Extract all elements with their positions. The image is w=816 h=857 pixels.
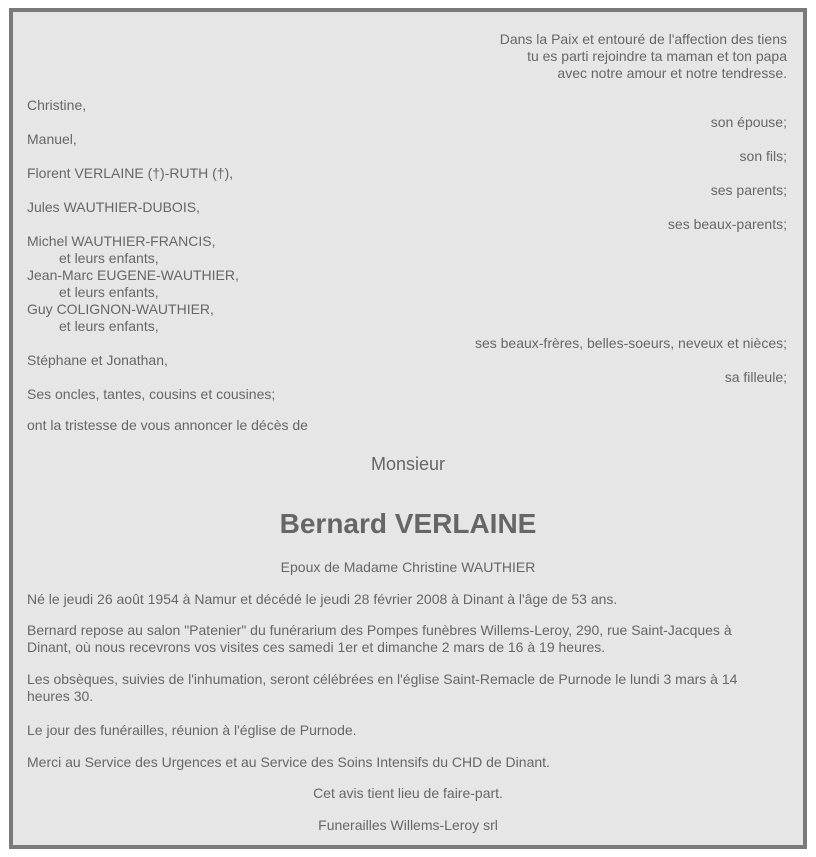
sibling-2-name: Jean-Marc EUGENE-WAUTHIER,	[27, 267, 239, 283]
godchild-name: Stéphane et Jonathan,	[27, 352, 168, 368]
sibling-1-name: Michel WAUTHIER-FRANCIS,	[27, 233, 216, 249]
deceased-name: Bernard VERLAINE	[279, 508, 537, 539]
obituary-card	[9, 8, 807, 849]
funeral-line-2: heures 30.	[27, 688, 94, 704]
wife-relation: son épouse;	[710, 114, 787, 130]
extended-family: Ses oncles, tantes, cousins et cousines;	[27, 386, 276, 402]
sibling-3-children: et leurs enfants,	[59, 318, 159, 334]
sibling-3-name: Guy COLIGNON-WAUTHIER,	[27, 301, 214, 317]
parents-relation: ses parents;	[710, 182, 787, 198]
poem-line-1: Dans la Paix et entouré de l'affection des tiens	[499, 31, 787, 47]
announcement-text: ont la tristesse de vous annoncer le décès de	[27, 417, 308, 433]
birth-death-line: Né le jeudi 26 août 1954 à Namur et décédé le jeudi 28 février 2008 à Dinant à l'âge de 53 ans.	[27, 591, 618, 607]
thanks-line: Merci au Service des Urgences et au Service des Soins Intensifs du CHD de Dinant.	[27, 754, 550, 770]
notice-line: Cet avis tient lieu de faire-part.	[313, 785, 503, 801]
godchild-relation: sa filleule;	[724, 369, 787, 385]
son-relation: son fils;	[739, 148, 787, 164]
spouse-line: Epoux de Madame Christine WAUTHIER	[280, 559, 536, 575]
poem-line-3: avec notre amour et notre tendresse.	[557, 65, 787, 81]
funeral-line-1: Les obsèques, suivies de l'inhumation, seront célébrées en l'église Saint-Remacle de Purnode le lundi 3 mars à 14	[27, 671, 738, 687]
siblings-relation: ses beaux-frères, belles-soeurs, neveux et nièces;	[474, 335, 787, 351]
poem-line-2: tu es parti rejoindre ta maman et ton papa	[527, 48, 787, 64]
inlaws-relation: ses beaux-parents;	[667, 216, 787, 232]
parents-name: Florent VERLAINE (†)-RUTH (†),	[27, 165, 234, 181]
repose-line-2: Dinant, où nous recevrons vos visites ces samedi 1er et dimanche 2 mars de 16 à 19 heures.	[27, 639, 606, 655]
sibling-1-children: et leurs enfants,	[59, 250, 159, 266]
reunion-line: Le jour des funérailles, réunion à l'église de Purnode.	[27, 722, 357, 738]
title-monsieur: Monsieur	[370, 454, 446, 474]
repose-line-1: Bernard repose au salon "Patenier" du funérarium des Pompes funèbres Willems-Leroy, 290, rue Saint-Jacques à	[27, 622, 732, 638]
sibling-2-children: et leurs enfants,	[59, 284, 159, 300]
inlaws-name: Jules WAUTHIER-DUBOIS,	[27, 199, 200, 215]
son-name: Manuel,	[27, 131, 77, 147]
funeral-home: Funerailles Willems-Leroy srl	[318, 817, 498, 833]
wife-name: Christine,	[27, 97, 87, 113]
